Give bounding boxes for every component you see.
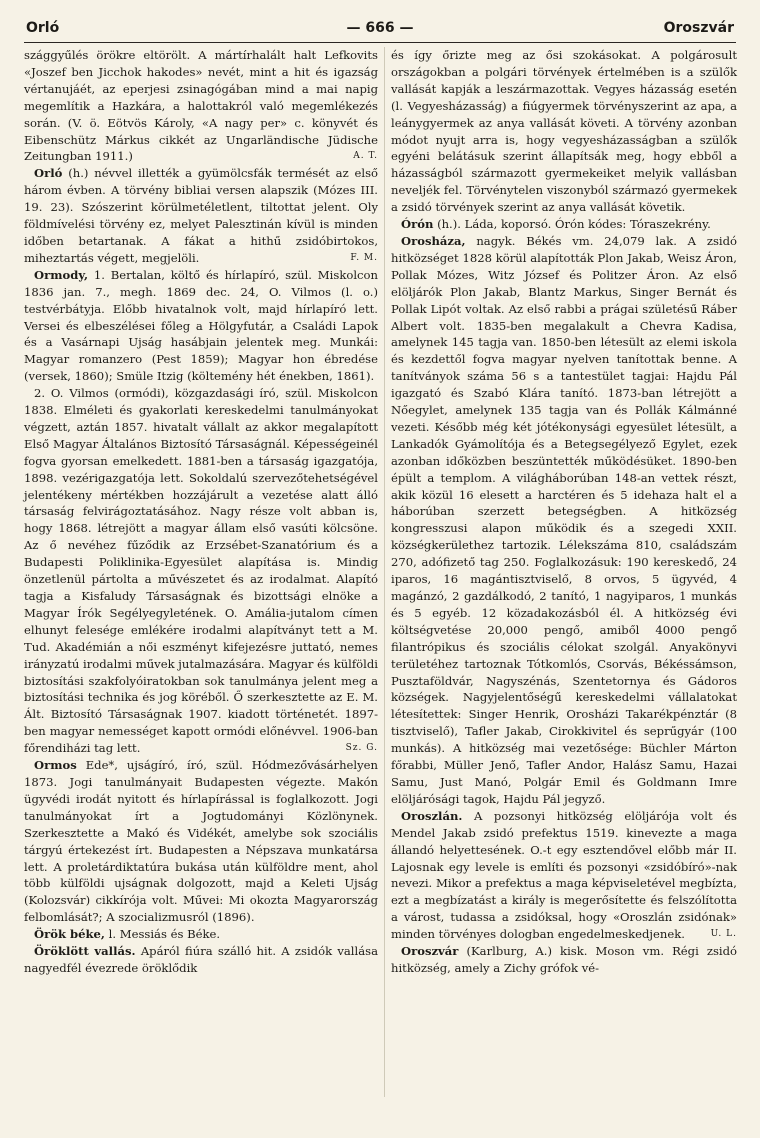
dictionary-entry [24, 267, 378, 385]
page-number: — 666 — [346, 20, 414, 36]
dictionary-entry [391, 808, 737, 943]
author-signature: U. L. [710, 929, 737, 940]
entry-text: Apáról fiúra szálló hit. A zsidók vallása nagyedfél évezrede öröklődik [24, 944, 378, 975]
entry-headword: Oroszvár [401, 944, 459, 959]
entry-headword: Orosháza, [401, 233, 466, 248]
dictionary-entry [391, 47, 737, 216]
header-first-entry: Orló [26, 20, 60, 36]
entry-headword: Örök béke, [34, 927, 105, 942]
entry-text: (Karlburg, A.) kisk. Moson vm. Régi zsidó hitközség, amely a Zichy grófok vé- [391, 944, 738, 975]
entry-text: l. Messiás és Béke. [108, 927, 221, 942]
entry-text: 2. O. Vilmos (ormódi), közgazdasági író, szül. Miskolcon 1838. Elméleti és gyakorlati kereskedelmi tanulmányokat végzett, aztán 1857. hivatalt vállalt az akkor megalapított Első Magyar Általános Biztosító Társaságnál. Képességeinél fogva gyorsan emelkedett. 1881-ben a társaság igazgatója, 1898. vezérigazgatója lett. Sokoldalú szervezőtehetségével jelentékeny mértékben hozzájárult a vezetése alatt álló társaság felvirágoztatásához. Nagy része volt abban is, hogy 1868. létrejött a magyar állam első vasúti kölcsöne. Az ő nevéhez fűződik az Erzsébet-Szanatórium és a Budapesti Poliklinika-Egyesület alapítása is. Mindig önzetlenül pártolta a művészetet és az irodalmat. Alapító tagja a Kisfaludy Társaságnak és bizottsági elnöke a Magyar Írók Segélyegyletének. O. Amália-jutalom címen elhunyt felesége emlékére irodalmi alapítványt tett a M. Tud. Akadémián a női eszményt kifejezésre juttató, nemes irányzatú irodalmi művek jutalmazására. Magyar és külföldi biztosítási szakfolyóiratokban sok tanulmánya jelent meg a biztosítási technika és jog köréből. Ő szerkesztette az E. M. Ált. Biztosító Társaságnak 1907. kiadott történetét. 1897-ben magyar nemességet kapott ormódi előnévvel. 1906-ban főrendiházi tag lett. [24, 386, 378, 756]
author-signature: F. M. [350, 252, 378, 263]
entry-text: és így őrizte meg az ősi szokásokat. A polgárosult országokban a polgári törvények értelmében is a szülők vallását kapják a leszármazottak. Vegyes házasság esetén (l. Vegyesházasság) a fiúgyermek törvényszerint az apa, a leánygyermek az anya vallását követi. A törvény azonban módot nyujt arra is, hogy vegyesházasságban a szülők egyéni belátásuk szerint állapítsák meg, hogy ebből a házasságból származott gyermekeiket melyik vallásban neveljék fel. Törvénytelen viszonyból származó gyermekek a zsidó törvények szerint az anya vallását követik. [391, 48, 737, 215]
entry-headword: Öröklött vallás. [34, 944, 136, 959]
dictionary-entry [24, 943, 378, 977]
entry-headword: Ormos [34, 758, 77, 773]
dictionary-entry [391, 943, 737, 977]
dictionary-entry [24, 926, 378, 943]
dictionary-entry [24, 385, 378, 757]
dictionary-entry [24, 757, 378, 926]
left-column [24, 47, 378, 977]
column-divider [384, 47, 385, 1097]
dictionary-entry [24, 47, 378, 165]
entry-text: (h.) névvel illették a gyümölcsfák termését az első három évben. A törvény bibliai versen alapszik (Mózes III. 19. 23). Szószerint körülmetéletlent, tiltottat jelent. Oly földmívelési törvény ez, melyet Palesztinán kívül is minden időben betartanak. A fákat a hithű zsidóbirtokos, miheztartás végett, megjelöli. [24, 166, 379, 265]
entry-headword: Ormody, [34, 267, 88, 282]
author-signature: Sz. G. [345, 743, 378, 754]
entry-text: nagyk. Békés vm. 24,079 lak. A zsidó hitközséget 1828 körül alapították Plon Jakab, Weisz Áron, Pollak Mózes, Witz József és Politzer Áron. Az első elöljárók Plon Jakab, Blantz Markus, Singer Bernát és Pollak Lipót voltak. Az első rabbi a prágai születésű Ráber Albert volt. 1835-ben megalakult a Chevra Kadisa, amelynek 145 tagja van. 1850-ben létesült az elemi iskola és kezdettől fogva magyar nyelven tanítottak benne. A tanítványok száma 56 s a tantestület tagjai: Hajdu Pál igazgató és Szabó Klára tanító. 1873-ban létrejött a Nőegylet, amelynek 135 tagja van és Pollák Kálmánné vezeti. Később még két jótékonysági egyesület létesült, a Lankadók Gyámolítója és a Betegsegélyező Egylet, ezek azonban időközben beszüntették működésüket. 1890-ben épült a templom. A világháborúban 148-an vettek részt, akik közül 16 elesett a harctéren és 5 idehaza halt el a háborúban szerzett betegségben. A hitközség kongresszusi alapon működik és a szegedi XXII. községkerülethez tartozik. Lélekszáma 810, családszám 270, adófizető tag 250. Foglalkozásuk: 190 kereskedő, 24 iparos, 16 magántisztviselő, 8 orvos, 5 ügyvéd, 4 magánzó, 2 gazdálkodó, 2 tanító, 1 nagyiparos, 1 munkás és 5 egyéb. 12 közadakozásból él. A hitközség évi költségvetése 20,000 pengő, amiből 4000 pengő filantrópikus és szociális célokat szolgál. Anyakönyvi területéhez tartoznak Tótkomlós, Csorvás, Békéssámson, Pusztaföldvár, Nagyszénás, Szentetornya és Gádoros községek. Nagyjelentőségű kereskedelmi vállalatokat létesítettek: Singer Henrik, Orosházi Takarékpénztár (8 tisztviselő), Tafler Jakab, Cirokkivitel és seprűgyár (100 munkás). A hitközség mai vezetősége: Büchler Márton főrabbi, Müller Jenő, Tafler Andor, Halász Samu, Hazai Samu, Just Manó, Polgár Emil és Goldmann Imre elöljárósági tagok, Hajdu Pál jegyző. [391, 233, 738, 806]
header-last-entry: Oroszvár [663, 20, 734, 36]
dictionary-entry [391, 216, 737, 233]
entry-text: szággyűlés örökre eltörölt. A mártírhalált halt Lefkovits «Joszef ben Jicchok hakodes» nevét, mint a hit és igazság vértanujáét, az eperjesi zsinagógában mind a mai napig megemlítik a Hazkára, a halottakról való megemlékezés során. (V. ö. Eötvös Károly, «A nagy per» c. könyvét és Eibenschütz Márkus cikkét az Ungarländische Jüdische Zeitungban 1911.) [24, 48, 378, 164]
entry-text: 1. Bertalan, költő és hírlapíró, szül. Miskolcon 1836 jan. 7., megh. 1869 dec. 24, O. Vilmos (l. o.) testvérbátyja. Előbb hivatalnok volt, majd hírlapíró lett. Versei és elbeszélései főleg a Hölgyfutár, a Családi Lapok és a Vasárnapi Ujság hasábjain jelentek meg. Munkái: Magyar romanzero (Pest 1859); Magyar hon ébredése (versek, 1860); Smüle Itzig (költemény hét énekben, 1861). [24, 267, 378, 384]
entry-text: A pozsonyi hitközség elöljárója volt és Mendel Jakab zsidó prefektus 1519. kinevezte a maga állandó helyettesének. O.-t egy esztendővel előbb már II. Lajosnak egy levele is említi és pozsonyi «zsidóbíró»-nak nevezi. Mikor a prefektus a maga képviseletével megbízta, ezt a megbízatást a király is megerősítette és felszólította a várost, tudassa a zsidóksal, hogy «Oroszlán zsidónak» minden törvényes dologban engedelmeskedjenek. [391, 808, 737, 942]
entry-text: (h.). Láda, koporsó. Órón kódes: Tóraszekrény. [437, 217, 711, 232]
running-header [24, 20, 736, 43]
entry-text: Ede*, ujságíró, író, szül. Hódmezővásárhelyen 1873. Jogi tanulmányait Budapesten végezte. Makón ügyvédi irodát nyitott és hírlapírással is foglalkozott. Jogi tanulmányokat írt a Jogtudományi Közlönynek. Szerkesztette a Makó és Vidékét, amelybe sok szociális tárgyú értekezést írt. Budapesten a Népszava munkatársa lett. A proletárdiktatúra bukása után külföldre ment, ahol több külföldi ujságnak dolgozott, majd a Keleti Ujság (Kolozsvár) cikkírója volt. Művei: Mi okozta Magyarország felbomlását?; A szocializmusról (1896). [24, 758, 378, 925]
dictionary-entry [391, 233, 737, 808]
right-column [391, 47, 737, 977]
entry-headword: Órón [401, 217, 434, 232]
author-signature: A. T. [353, 151, 378, 162]
dictionary-entry [24, 165, 378, 266]
entry-headword: Orló [34, 166, 63, 181]
entry-headword: Oroszlán. [401, 808, 463, 823]
